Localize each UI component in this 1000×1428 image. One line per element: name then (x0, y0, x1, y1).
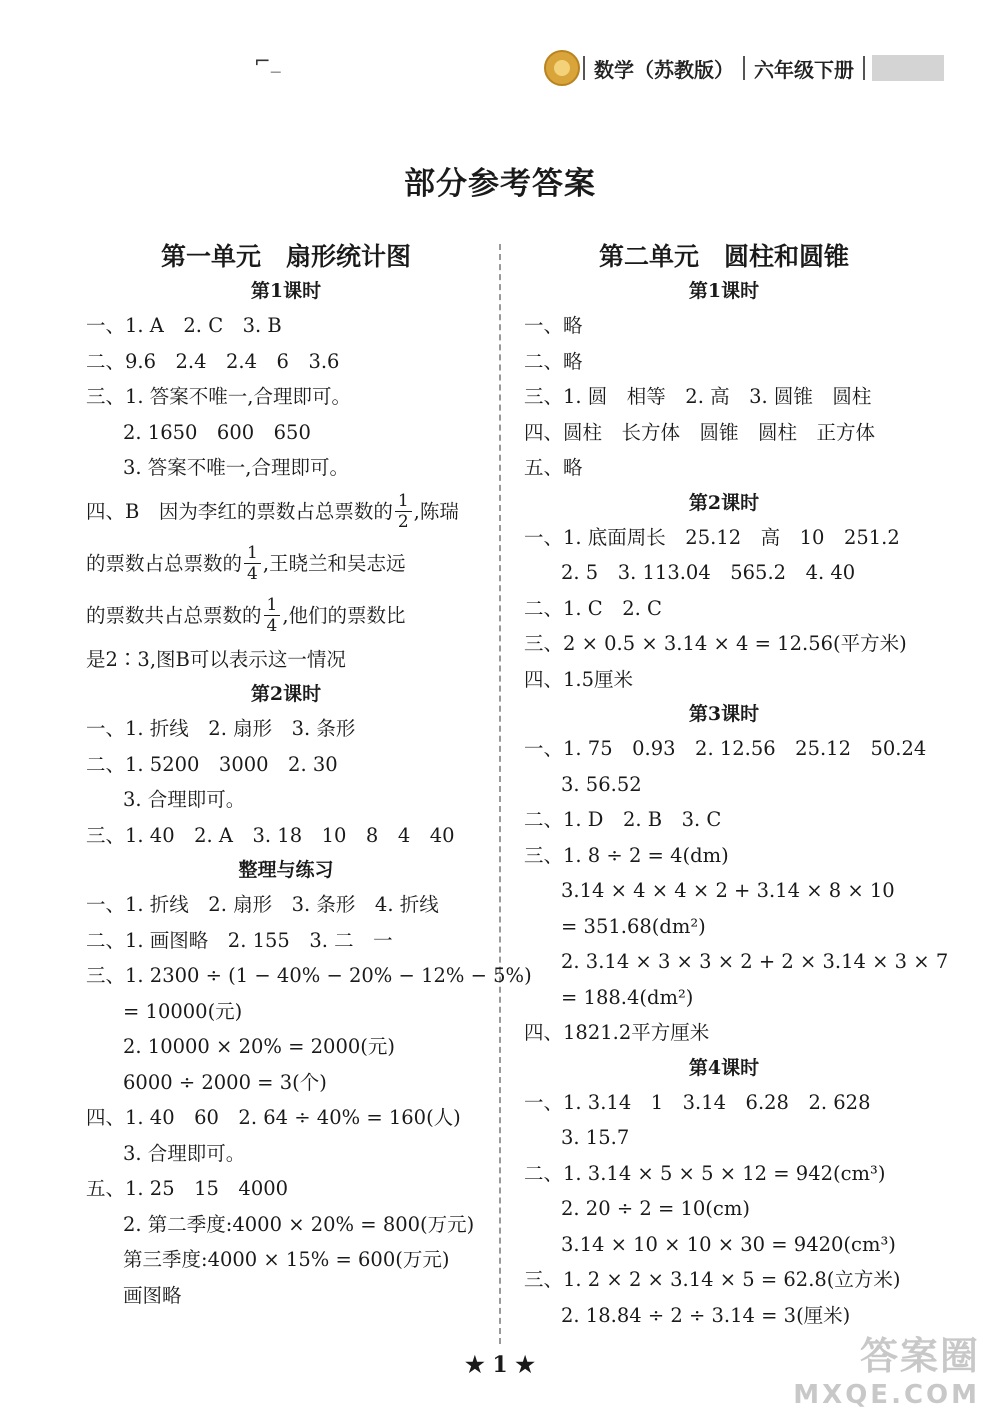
header-grade: 六年级下册 (754, 57, 854, 82)
answer-line: 3.14 × 10 × 10 × 30 = 9420(cm³) (561, 1232, 896, 1256)
answer-line: = 351.68(dm²) (561, 914, 706, 938)
lesson-heading: 第1课时 (688, 280, 760, 302)
answer-line: 二、9.6 2.4 2.4 6 3.6 (86, 349, 340, 373)
answer-text: ,他们的票数比 (282, 603, 406, 627)
answer-line: 2. 5 3. 113.04 565.2 4. 40 (561, 561, 856, 584)
answer-line: 2. 18.84 ÷ 2 ÷ 3.14 = 3(厘米) (561, 1303, 851, 1327)
header-subject: 数学（苏教版） (594, 57, 734, 82)
watermark-url: MXQE.COM (793, 1380, 980, 1410)
answer-line: 二、1. C 2. C (524, 596, 662, 620)
answer-line: 6000 ÷ 2000 = 3(个) (123, 1070, 327, 1094)
answer-line: = 10000(元) (123, 999, 243, 1023)
unit-title: 第一单元 扇形统计图 (160, 242, 411, 271)
answer-text: 的票数占总票数的 (86, 551, 243, 575)
answer-line: 四、1821.2平方厘米 (524, 1021, 710, 1044)
fraction (244, 543, 261, 584)
answer-line: 三、1. 圆 相等 2. 高 3. 圆锥 圆柱 (524, 385, 872, 408)
fraction-denominator: 4 (266, 616, 278, 636)
answer-line: 第三季度:4000 × 15% = 600(万元) (123, 1248, 450, 1271)
page-header (544, 50, 944, 86)
answer-line: 一、1. 折线 2. 扇形 3. 条形 4. 折线 (86, 893, 439, 916)
answer-line: 画图略 (123, 1283, 182, 1307)
page-title: 部分参考答案 (404, 166, 596, 202)
fraction-denominator: 2 (397, 512, 409, 532)
lesson-heading: 第1课时 (250, 280, 322, 302)
header-divider (583, 56, 585, 80)
answer-line: 一、1. 75 0.93 2. 12.56 25.12 50.24 (524, 737, 927, 760)
answer-line: 三、2 × 0.5 × 3.14 × 4 = 12.56(平方米) (524, 632, 907, 655)
answer-line: 3. 合理即可。 (123, 788, 246, 811)
fraction-numerator: 1 (395, 491, 412, 512)
answer-line: 一、1. 3.14 1 3.14 6.28 2. 628 (524, 1090, 871, 1114)
answer-line: 五、1. 25 15 4000 (86, 1177, 289, 1200)
answer-line: 二、1. 5200 3000 2. 30 (86, 752, 338, 776)
answer-line: 四、1. 40 60 2. 64 ÷ 40% = 160(人) (86, 1106, 461, 1129)
header-bar (872, 55, 944, 81)
answer-line: 三、1. 8 ÷ 2 = 4(dm) (524, 843, 729, 867)
answer-line: 一、略 (524, 314, 583, 337)
answer-line: 三、1. 40 2. A 3. 18 10 8 4 40 (86, 823, 455, 847)
lesson-heading: 整理与练习 (238, 859, 334, 881)
answer-text: 四、B 因为李红的票数占总票数的 (86, 499, 393, 523)
answer-line: 2. 20 ÷ 2 = 10(cm) (561, 1197, 750, 1220)
answer-line: 一、1. 底面周长 25.12 高 10 251.2 (524, 525, 900, 549)
answer-line: 3. 合理即可。 (123, 1141, 246, 1165)
unit-title: 第二单元 圆柱和圆锥 (598, 242, 849, 271)
lesson-heading: 第2课时 (250, 683, 322, 705)
answer-line: 3. 答案不唯一,合理即可。 (123, 456, 350, 479)
answer-line: 二、略 (524, 349, 583, 373)
answer-text: ,陈瑞 (413, 499, 459, 523)
answer-line (86, 486, 486, 538)
answer-line: 2. 第二季度:4000 × 20% = 800(万元) (123, 1212, 475, 1236)
left-column (86, 240, 532, 1313)
answer-line: 五、略 (524, 456, 583, 479)
right-column (524, 240, 949, 1333)
fraction-numerator: 1 (244, 543, 261, 564)
fraction-denominator: 4 (247, 564, 258, 584)
answer-line: 三、1. 2300 ÷ (1 − 40% − 20% − 12% − 5%) (86, 964, 532, 987)
page-number: ★ 1 ★ (464, 1352, 536, 1378)
header-divider (863, 56, 865, 80)
answer-line (86, 538, 486, 590)
watermark-logo-text: 答案圈 (859, 1334, 980, 1378)
lesson-heading: 第2课时 (688, 491, 760, 514)
answer-line: 一、1. 折线 2. 扇形 3. 条形 (86, 717, 356, 740)
lesson-heading: 第4课时 (688, 1056, 760, 1079)
answer-line: 二、1. 画图略 2. 155 3. 二 一 (86, 928, 393, 952)
answer-line: 四、1.5厘米 (524, 667, 634, 691)
answer-line: 一、1. A 2. C 3. B (86, 314, 282, 337)
corner-mark: ⌐_ (254, 49, 281, 73)
answer-line: 是2∶3,图B可以表示这一情况 (86, 647, 346, 671)
answer-line: 3.14 × 4 × 4 × 2 + 3.14 × 8 × 10 (561, 879, 895, 902)
answer-line (86, 590, 486, 642)
fraction-numerator: 1 (264, 595, 281, 616)
fraction (395, 491, 412, 532)
answer-line: 二、1. 3.14 × 5 × 5 × 12 = 942(cm³) (524, 1161, 886, 1185)
answer-line: 3. 15.7 (561, 1126, 630, 1149)
answer-line: 2. 10000 × 20% = 2000(元) (123, 1035, 395, 1058)
watermark (793, 1325, 980, 1410)
sun-mascot-icon (544, 50, 580, 86)
answer-line: = 188.4(dm²) (561, 985, 694, 1009)
answer-line: 四、圆柱 长方体 圆锥 圆柱 正方体 (524, 420, 876, 444)
answer-line: 3. 56.52 (561, 772, 642, 796)
lesson-heading: 第3课时 (688, 703, 760, 725)
answer-line: 三、1. 答案不唯一,合理即可。 (86, 385, 352, 408)
answer-line: 二、1. D 2. B 3. C (524, 808, 722, 831)
column-divider (499, 244, 501, 1344)
answer-line: 三、1. 2 × 2 × 3.14 × 5 = 62.8(立方米) (524, 1268, 901, 1291)
fraction (264, 595, 281, 636)
answer-text: 的票数共占总票数的 (86, 603, 262, 627)
header-divider (743, 56, 745, 80)
answer-line: 2. 3.14 × 3 × 3 × 2 + 2 × 3.14 × 3 × 7 (561, 950, 949, 973)
answer-line: 2. 1650 600 650 (123, 420, 311, 444)
answer-text: ,王晓兰和吴志远 (262, 551, 406, 575)
